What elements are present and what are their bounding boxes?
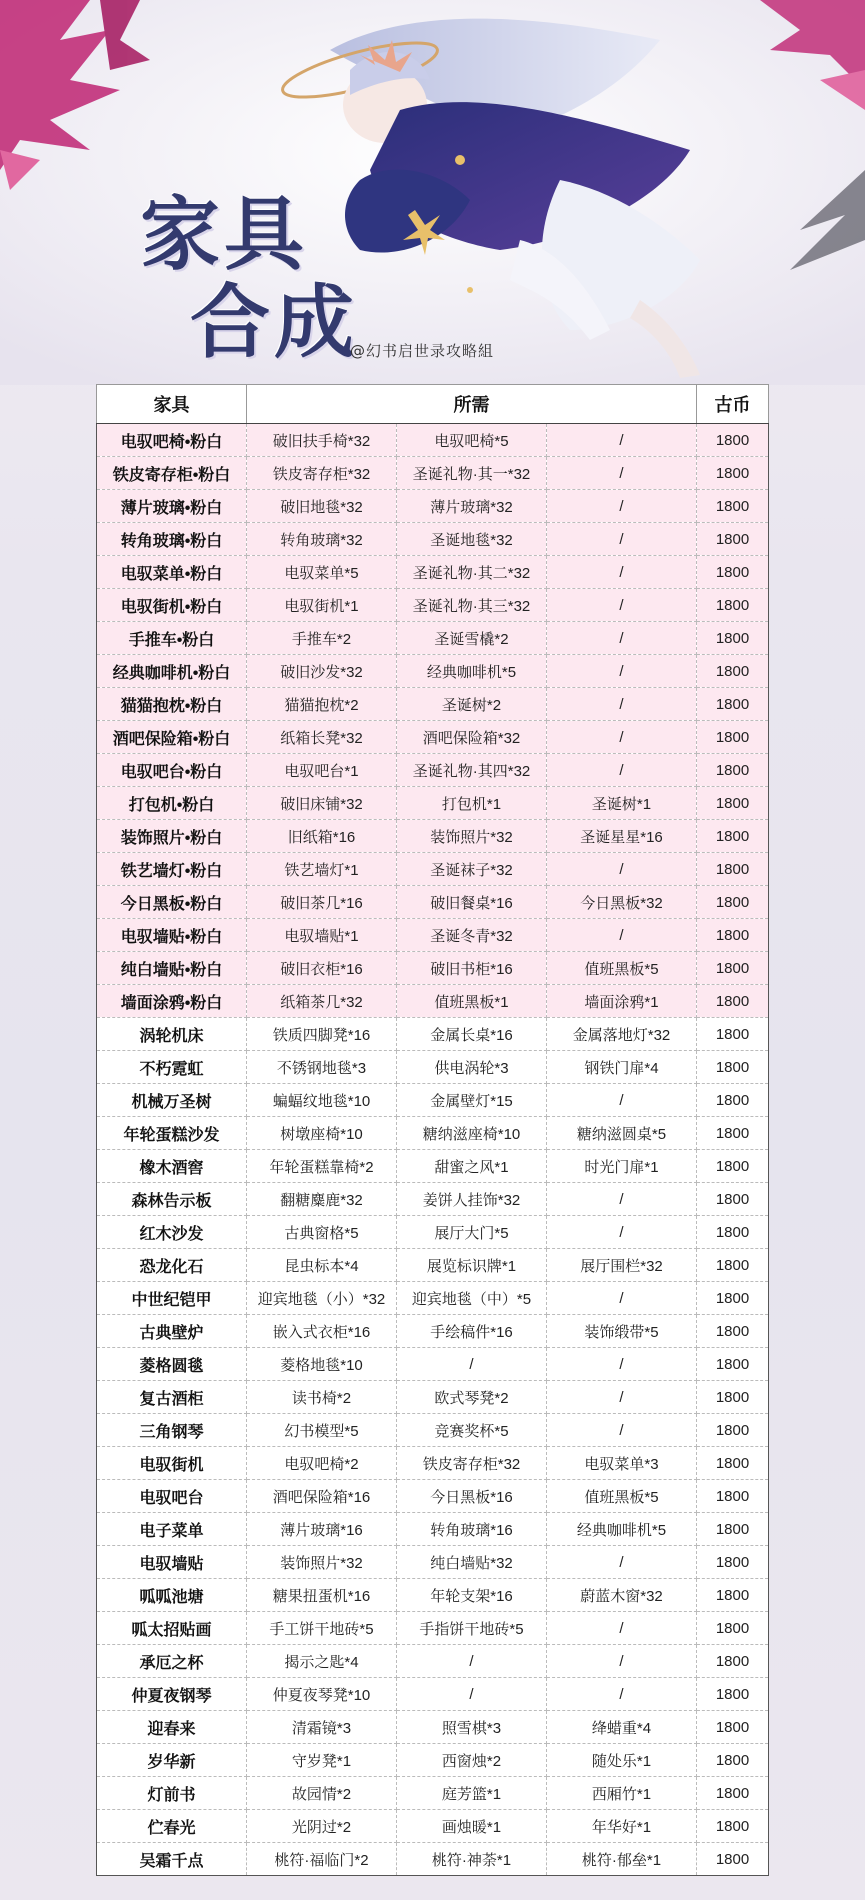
furniture-name-cell: 电驭街机 (97, 1447, 247, 1480)
coin-cell: 1800 (697, 985, 769, 1018)
coin-cell: 1800 (697, 1183, 769, 1216)
header-furniture: 家具 (97, 385, 247, 424)
requirement-cell-2: 今日黑板*16 (397, 1480, 547, 1513)
furniture-name-cell: 猫猫抱枕•粉白 (97, 688, 247, 721)
requirement-cell-1: 酒吧保险箱*16 (247, 1480, 397, 1513)
requirement-cell-1: 手工饼干地砖*5 (247, 1612, 397, 1645)
requirement-cell-3: / (547, 1612, 697, 1645)
table-row (97, 1579, 769, 1612)
table-row (97, 985, 769, 1018)
table-row (97, 1480, 769, 1513)
requirement-cell-1: 纸箱茶几*32 (247, 985, 397, 1018)
coin-cell: 1800 (697, 1018, 769, 1051)
requirement-cell-1: 装饰照片*32 (247, 1546, 397, 1579)
requirement-cell-2: 迎宾地毯（中）*5 (397, 1282, 547, 1315)
requirement-cell-3: / (547, 1183, 697, 1216)
furniture-name-cell: 橡木酒窖 (97, 1150, 247, 1183)
requirement-cell-1: 破旧茶几*16 (247, 886, 397, 919)
requirement-cell-1: 破旧床铺*32 (247, 787, 397, 820)
requirement-cell-1: 昆虫标本*4 (247, 1249, 397, 1282)
table-row (97, 886, 769, 919)
requirement-cell-3: / (547, 655, 697, 688)
coin-cell: 1800 (697, 1744, 769, 1777)
requirement-cell-2: 电驭吧椅*5 (397, 424, 547, 457)
requirement-cell-3: 桃符·郁垒*1 (547, 1843, 697, 1876)
requirement-cell-2: 圣诞地毯*32 (397, 523, 547, 556)
requirement-cell-3: 电驭菜单*3 (547, 1447, 697, 1480)
requirement-cell-1: 古典窗格*5 (247, 1216, 397, 1249)
requirement-cell-2: 纯白墙贴*32 (397, 1546, 547, 1579)
coin-cell: 1800 (697, 1513, 769, 1546)
coin-cell: 1800 (697, 1414, 769, 1447)
coin-cell: 1800 (697, 1315, 769, 1348)
table-row (97, 1612, 769, 1645)
requirement-cell-2: 金属长桌*16 (397, 1018, 547, 1051)
requirement-cell-1: 旧纸箱*16 (247, 820, 397, 853)
requirement-cell-1: 破旧衣柜*16 (247, 952, 397, 985)
furniture-name-cell: 复古酒柜 (97, 1381, 247, 1414)
requirement-cell-3: 圣诞星星*16 (547, 820, 697, 853)
requirement-cell-3: 今日黑板*32 (547, 886, 697, 919)
table-row (97, 1513, 769, 1546)
requirement-cell-2: / (397, 1348, 547, 1381)
table-row (97, 1744, 769, 1777)
requirement-cell-3: 时光门扉*1 (547, 1150, 697, 1183)
requirement-cell-1: 迎宾地毯（小）*32 (247, 1282, 397, 1315)
table-row (97, 688, 769, 721)
requirement-cell-3: 值班黑板*5 (547, 1480, 697, 1513)
coin-cell: 1800 (697, 754, 769, 787)
requirement-cell-2: 圣诞袜子*32 (397, 853, 547, 886)
requirement-cell-2: 圣诞冬青*32 (397, 919, 547, 952)
requirement-cell-3: / (547, 556, 697, 589)
requirement-cell-1: 清霜镜*3 (247, 1711, 397, 1744)
requirement-cell-2: 展厅大门*5 (397, 1216, 547, 1249)
requirement-cell-1: 电驭街机*1 (247, 589, 397, 622)
furniture-name-cell: 电驭墙贴 (97, 1546, 247, 1579)
requirement-cell-2: 圣诞雪橇*2 (397, 622, 547, 655)
requirement-cell-2: 圣诞礼物·其四*32 (397, 754, 547, 787)
furniture-name-cell: 装饰照片•粉白 (97, 820, 247, 853)
furniture-name-cell: 三角钢琴 (97, 1414, 247, 1447)
table-row (97, 787, 769, 820)
requirement-cell-3: / (547, 457, 697, 490)
requirement-cell-3: / (547, 721, 697, 754)
table-row (97, 1414, 769, 1447)
furniture-synthesis-table (96, 384, 769, 1876)
requirement-cell-2: 展览标识牌*1 (397, 1249, 547, 1282)
furniture-name-cell: 电子菜单 (97, 1513, 247, 1546)
requirement-cell-1: 桃符·福临门*2 (247, 1843, 397, 1876)
requirement-cell-2: 打包机*1 (397, 787, 547, 820)
requirement-cell-1: 幻书模型*5 (247, 1414, 397, 1447)
requirement-cell-2: 圣诞树*2 (397, 688, 547, 721)
furniture-name-cell: 灯前书 (97, 1777, 247, 1810)
requirement-cell-3: 糖纳滋圆桌*5 (547, 1117, 697, 1150)
requirement-cell-2: 姜饼人挂饰*32 (397, 1183, 547, 1216)
furniture-name-cell: 菱格圆毯 (97, 1348, 247, 1381)
furniture-name-cell: 年轮蛋糕沙发 (97, 1117, 247, 1150)
coin-cell: 1800 (697, 424, 769, 457)
banner-credit: @幻书启世录攻略組 (350, 342, 495, 360)
furniture-name-cell: 电驭墙贴•粉白 (97, 919, 247, 952)
requirement-cell-1: 嵌入式衣柜*16 (247, 1315, 397, 1348)
coin-cell: 1800 (697, 886, 769, 919)
table-row (97, 655, 769, 688)
furniture-name-cell: 岁华新 (97, 1744, 247, 1777)
requirement-cell-1: 破旧地毯*32 (247, 490, 397, 523)
requirement-cell-2: 金属壁灯*15 (397, 1084, 547, 1117)
requirement-cell-1: 蝙蝠纹地毯*10 (247, 1084, 397, 1117)
requirement-cell-2: 照雪棋*3 (397, 1711, 547, 1744)
requirement-cell-3: / (547, 1381, 697, 1414)
table-row (97, 1546, 769, 1579)
header-required: 所需 (247, 385, 697, 424)
requirement-cell-3: / (547, 853, 697, 886)
furniture-name-cell: 吴霜千点 (97, 1843, 247, 1876)
coin-cell: 1800 (697, 523, 769, 556)
coin-cell: 1800 (697, 688, 769, 721)
table-row (97, 1843, 769, 1876)
coin-cell: 1800 (697, 1249, 769, 1282)
furniture-name-cell: 今日黑板•粉白 (97, 886, 247, 919)
coin-cell: 1800 (697, 1381, 769, 1414)
furniture-name-cell: 电驭吧台•粉白 (97, 754, 247, 787)
coin-cell: 1800 (697, 1579, 769, 1612)
furniture-name-cell: 恐龙化石 (97, 1249, 247, 1282)
requirement-cell-3: / (547, 589, 697, 622)
requirement-cell-2: 薄片玻璃*32 (397, 490, 547, 523)
table-row (97, 1447, 769, 1480)
requirement-cell-2: 转角玻璃*16 (397, 1513, 547, 1546)
coin-cell: 1800 (697, 1117, 769, 1150)
requirement-cell-3: / (547, 490, 697, 523)
coin-cell: 1800 (697, 1612, 769, 1645)
furniture-name-cell: 呱太招贴画 (97, 1612, 247, 1645)
requirement-cell-1: 电驭吧台*1 (247, 754, 397, 787)
coin-cell: 1800 (697, 556, 769, 589)
coin-cell: 1800 (697, 1216, 769, 1249)
furniture-name-cell: 红木沙发 (97, 1216, 247, 1249)
requirement-cell-1: 光阴过*2 (247, 1810, 397, 1843)
requirement-cell-2: / (397, 1678, 547, 1711)
requirement-cell-3: 展厅围栏*32 (547, 1249, 697, 1282)
table-row (97, 1645, 769, 1678)
requirement-cell-1: 破旧扶手椅*32 (247, 424, 397, 457)
requirement-cell-2: 画烛暖*1 (397, 1810, 547, 1843)
furniture-name-cell: 电驭吧台 (97, 1480, 247, 1513)
requirement-cell-1: 故园情*2 (247, 1777, 397, 1810)
coin-cell: 1800 (697, 721, 769, 754)
requirement-cell-2: 糖纳滋座椅*10 (397, 1117, 547, 1150)
requirement-cell-2: 手指饼干地砖*5 (397, 1612, 547, 1645)
furniture-name-cell: 电驭吧椅•粉白 (97, 424, 247, 457)
banner-title-line1: 家具 (140, 187, 308, 281)
table-row (97, 1117, 769, 1150)
table-row (97, 1084, 769, 1117)
coin-cell: 1800 (697, 1150, 769, 1183)
requirement-cell-2: 年轮支架*16 (397, 1579, 547, 1612)
table-row (97, 1183, 769, 1216)
coin-cell: 1800 (697, 1810, 769, 1843)
furniture-name-cell: 呱呱池塘 (97, 1579, 247, 1612)
coin-cell: 1800 (697, 457, 769, 490)
requirement-cell-1: 手推车*2 (247, 622, 397, 655)
coin-cell: 1800 (697, 1084, 769, 1117)
requirement-cell-1: 电驭菜单*5 (247, 556, 397, 589)
coin-cell: 1800 (697, 1678, 769, 1711)
coin-cell: 1800 (697, 655, 769, 688)
requirement-cell-2: 铁皮寄存柜*32 (397, 1447, 547, 1480)
requirement-cell-1: 电驭墙贴*1 (247, 919, 397, 952)
requirement-cell-2: 甜蜜之风*1 (397, 1150, 547, 1183)
coin-cell: 1800 (697, 820, 769, 853)
requirement-cell-3: / (547, 523, 697, 556)
furniture-name-cell: 电驭街机•粉白 (97, 589, 247, 622)
requirement-cell-1: 菱格地毯*10 (247, 1348, 397, 1381)
table-row (97, 721, 769, 754)
requirement-cell-3: 装饰缎带*5 (547, 1315, 697, 1348)
table-row (97, 424, 769, 457)
furniture-name-cell: 打包机•粉白 (97, 787, 247, 820)
furniture-name-cell: 铁皮寄存柜•粉白 (97, 457, 247, 490)
table-row (97, 457, 769, 490)
furniture-name-cell: 墙面涂鸦•粉白 (97, 985, 247, 1018)
table-row (97, 1348, 769, 1381)
requirement-cell-2: 破旧餐桌*16 (397, 886, 547, 919)
table-row (97, 1282, 769, 1315)
requirement-cell-1: 转角玻璃*32 (247, 523, 397, 556)
furniture-name-cell: 酒吧保险箱•粉白 (97, 721, 247, 754)
requirement-cell-3: 年华好*1 (547, 1810, 697, 1843)
requirement-cell-1: 不锈钢地毯*3 (247, 1051, 397, 1084)
requirement-cell-3: / (547, 424, 697, 457)
coin-cell: 1800 (697, 1480, 769, 1513)
requirement-cell-3: / (547, 1282, 697, 1315)
coin-cell: 1800 (697, 1546, 769, 1579)
coin-cell: 1800 (697, 1711, 769, 1744)
banner-title-line2: 合成 (190, 275, 358, 369)
requirement-cell-1: 揭示之匙*4 (247, 1645, 397, 1678)
requirement-cell-1: 电驭吧椅*2 (247, 1447, 397, 1480)
requirement-cell-1: 守岁凳*1 (247, 1744, 397, 1777)
requirement-cell-1: 读书椅*2 (247, 1381, 397, 1414)
requirement-cell-3: / (547, 1546, 697, 1579)
requirement-cell-3: / (547, 1216, 697, 1249)
furniture-name-cell: 铁艺墙灯•粉白 (97, 853, 247, 886)
table-row (97, 556, 769, 589)
furniture-name-cell: 电驭菜单•粉白 (97, 556, 247, 589)
requirement-cell-3: 随处乐*1 (547, 1744, 697, 1777)
furniture-name-cell: 转角玻璃•粉白 (97, 523, 247, 556)
requirement-cell-2: 庭芳篮*1 (397, 1777, 547, 1810)
table-body (97, 424, 769, 1876)
furniture-name-cell: 迎春来 (97, 1711, 247, 1744)
requirement-cell-1: 薄片玻璃*16 (247, 1513, 397, 1546)
furniture-name-cell: 中世纪铠甲 (97, 1282, 247, 1315)
requirement-cell-2: 值班黑板*1 (397, 985, 547, 1018)
requirement-cell-2: 经典咖啡机*5 (397, 655, 547, 688)
furniture-name-cell: 仲夏夜钢琴 (97, 1678, 247, 1711)
requirement-cell-2: 圣诞礼物·其二*32 (397, 556, 547, 589)
table-row (97, 1051, 769, 1084)
requirement-cell-1: 铁皮寄存柜*32 (247, 457, 397, 490)
requirement-cell-3: / (547, 754, 697, 787)
table-row (97, 1678, 769, 1711)
table-row (97, 952, 769, 985)
table-row (97, 1381, 769, 1414)
requirement-cell-3: 西厢竹*1 (547, 1777, 697, 1810)
requirement-cell-3: 墙面涂鸦*1 (547, 985, 697, 1018)
requirement-cell-2: 装饰照片*32 (397, 820, 547, 853)
furniture-name-cell: 经典咖啡机•粉白 (97, 655, 247, 688)
requirement-cell-1: 猫猫抱枕*2 (247, 688, 397, 721)
coin-cell: 1800 (697, 589, 769, 622)
table-row (97, 1216, 769, 1249)
table-row (97, 754, 769, 787)
table-row (97, 1810, 769, 1843)
requirement-cell-3: 绛蜡重*4 (547, 1711, 697, 1744)
requirement-cell-1: 铁质四脚凳*16 (247, 1018, 397, 1051)
coin-cell: 1800 (697, 919, 769, 952)
requirement-cell-3: / (547, 688, 697, 721)
requirement-cell-2: 圣诞礼物·其一*32 (397, 457, 547, 490)
requirement-cell-2: 西窗烛*2 (397, 1744, 547, 1777)
table-row (97, 1249, 769, 1282)
coin-cell: 1800 (697, 787, 769, 820)
coin-cell: 1800 (697, 490, 769, 523)
requirement-cell-1: 破旧沙发*32 (247, 655, 397, 688)
requirement-cell-3: / (547, 1084, 697, 1117)
furniture-name-cell: 薄片玻璃•粉白 (97, 490, 247, 523)
requirement-cell-2: 圣诞礼物·其三*32 (397, 589, 547, 622)
requirement-cell-3: / (547, 1414, 697, 1447)
requirement-cell-2: 供电涡轮*3 (397, 1051, 547, 1084)
coin-cell: 1800 (697, 853, 769, 886)
table-row (97, 820, 769, 853)
banner-art (0, 0, 865, 385)
requirement-cell-1: 纸箱长凳*32 (247, 721, 397, 754)
furniture-name-cell: 手推车•粉白 (97, 622, 247, 655)
table-row (97, 1777, 769, 1810)
requirement-cell-2: 竞赛奖杯*5 (397, 1414, 547, 1447)
furniture-name-cell: 承厄之杯 (97, 1645, 247, 1678)
requirement-cell-2: 破旧书柜*16 (397, 952, 547, 985)
requirement-cell-3: / (547, 1645, 697, 1678)
requirement-cell-3: 蔚蓝木窗*32 (547, 1579, 697, 1612)
furniture-name-cell: 伫春光 (97, 1810, 247, 1843)
table-row (97, 1711, 769, 1744)
table-row (97, 622, 769, 655)
table-row (97, 1018, 769, 1051)
requirement-cell-2: 手绘稿件*16 (397, 1315, 547, 1348)
requirement-cell-1: 仲夏夜琴凳*10 (247, 1678, 397, 1711)
requirement-cell-3: / (547, 622, 697, 655)
requirement-cell-3: 经典咖啡机*5 (547, 1513, 697, 1546)
requirement-cell-2: / (397, 1645, 547, 1678)
requirement-cell-1: 年轮蛋糕靠椅*2 (247, 1150, 397, 1183)
furniture-name-cell: 不朽霓虹 (97, 1051, 247, 1084)
furniture-name-cell: 森林告示板 (97, 1183, 247, 1216)
table-row (97, 1315, 769, 1348)
coin-cell: 1800 (697, 1282, 769, 1315)
table-row (97, 523, 769, 556)
table-row (97, 589, 769, 622)
coin-cell: 1800 (697, 1843, 769, 1876)
table-row (97, 490, 769, 523)
furniture-name-cell: 纯白墙贴•粉白 (97, 952, 247, 985)
requirement-cell-3: 金属落地灯*32 (547, 1018, 697, 1051)
requirement-cell-1: 翻糖麋鹿*32 (247, 1183, 397, 1216)
coin-cell: 1800 (697, 622, 769, 655)
table-row (97, 1150, 769, 1183)
table-row (97, 853, 769, 886)
table-row (97, 919, 769, 952)
requirement-cell-2: 欧式琴凳*2 (397, 1381, 547, 1414)
header-banner (0, 0, 865, 385)
coin-cell: 1800 (697, 1348, 769, 1381)
requirement-cell-3: / (547, 919, 697, 952)
coin-cell: 1800 (697, 952, 769, 985)
furniture-name-cell: 机械万圣树 (97, 1084, 247, 1117)
requirement-cell-3: 值班黑板*5 (547, 952, 697, 985)
table-header-row (97, 385, 769, 424)
coin-cell: 1800 (697, 1777, 769, 1810)
requirement-cell-3: 钢铁门扉*4 (547, 1051, 697, 1084)
requirement-cell-3: / (547, 1348, 697, 1381)
furniture-name-cell: 涡轮机床 (97, 1018, 247, 1051)
requirement-cell-1: 树墩座椅*10 (247, 1117, 397, 1150)
requirement-cell-1: 铁艺墙灯*1 (247, 853, 397, 886)
requirement-cell-3: 圣诞树*1 (547, 787, 697, 820)
requirement-cell-3: / (547, 1678, 697, 1711)
coin-cell: 1800 (697, 1447, 769, 1480)
requirement-cell-1: 糖果扭蛋机*16 (247, 1579, 397, 1612)
furniture-name-cell: 古典壁炉 (97, 1315, 247, 1348)
requirement-cell-2: 酒吧保险箱*32 (397, 721, 547, 754)
requirement-cell-2: 桃符·神荼*1 (397, 1843, 547, 1876)
coin-cell: 1800 (697, 1051, 769, 1084)
coin-cell: 1800 (697, 1645, 769, 1678)
header-coin: 古币 (697, 385, 769, 424)
